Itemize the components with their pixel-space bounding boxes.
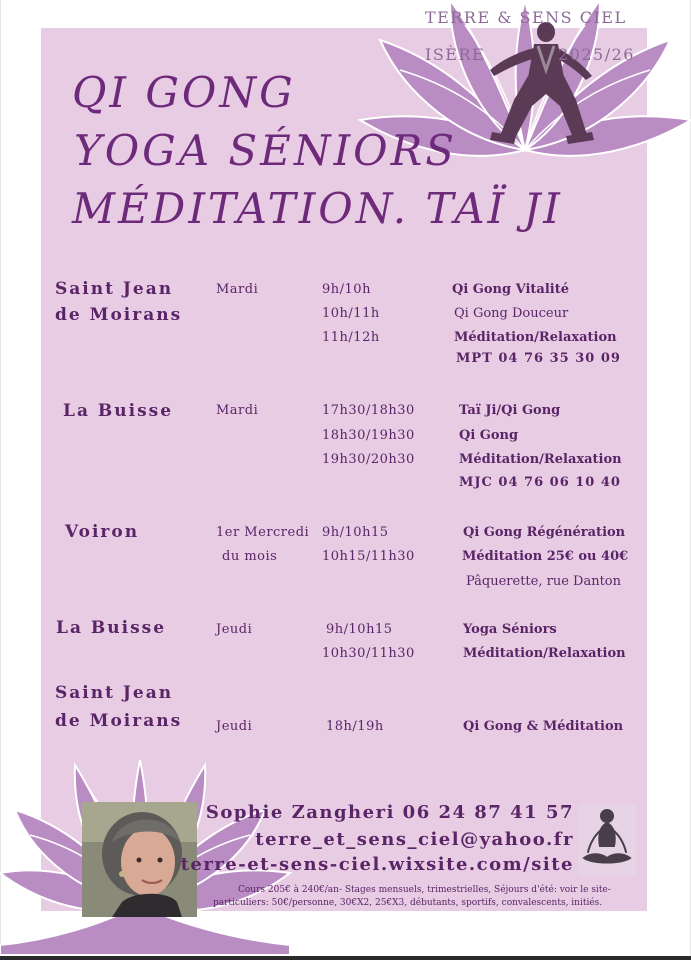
location-name: La Buisse [56,618,167,638]
activity-name: Qi Gong [459,428,519,443]
website-link[interactable]: terre-et-sens-ciel.wixsite.com/site [180,854,574,875]
instructor-name-phone: Sophie Zangheri 06 24 87 41 57 [205,802,574,823]
day-label: Jeudi [216,719,253,734]
meditation-figure-box [578,804,636,876]
activity-name: Qi Gong Vitalité [452,282,570,297]
venue-address: Pâquerette, rue Danton [466,574,621,589]
title-line-1: QI GONG [72,68,296,117]
time-slot: 18h30/19h30 [322,428,415,443]
page-bottom-border [0,956,691,960]
season-label: 2025/26 [558,45,635,64]
activity-name: Taï Ji/Qi Gong [459,403,561,418]
time-slot: 10h15/11h30 [322,549,415,564]
pricing-info: particuliers: 50€/personne, 30€X2, 25€X3, débutants, sportifs, convalescents, initiés. [213,898,603,908]
title-line-2: YOGA SÉNIORS [74,126,457,175]
brand-name: TERRE & SENS CIEL [425,8,627,27]
venue-contact: MPT 04 76 35 30 09 [456,351,621,366]
email-link[interactable]: terre_et_sens_ciel@yahoo.fr [255,829,574,850]
title-line-3: MÉDITATION. TAÏ JI [72,184,563,233]
location-name: Saint Jean [55,683,174,703]
activity-name: Méditation 25€ ou 40€ [462,549,629,564]
time-slot: 9h/10h15 [326,622,393,637]
time-slot: 10h/11h [322,306,380,321]
pricing-info: Cours 205€ à 240€/an- Stages mensuels, trimestrielles, Séjours d'été: voir le site- [238,885,611,895]
time-slot: 10h30/11h30 [322,646,415,661]
time-slot: 9h/10h15 [322,525,389,540]
location-name: Voiron [65,522,140,542]
activity-name: Méditation/Relaxation [454,330,617,345]
venue-contact: MJC 04 76 06 10 40 [459,475,621,490]
location-name: de Moirans [55,305,183,325]
region-label: ISÈRE [425,45,486,64]
time-slot: 19h30/20h30 [322,452,415,467]
time-slot: 11h/12h [322,330,380,345]
day-label: Jeudi [216,622,253,637]
activity-name: Méditation/Relaxation [463,646,626,661]
activity-name: Yoga Séniors [463,622,557,637]
meditation-figure-icon [578,804,636,876]
activity-name: Qi Gong Douceur [454,306,569,321]
time-slot: 18h/19h [326,719,384,734]
location-name: Saint Jean [55,279,174,299]
day-label: 1er Mercredi [216,525,310,540]
day-label: du mois [222,549,278,564]
day-label: Mardi [216,282,259,297]
activity-name: Qi Gong Régénération [463,525,626,540]
time-slot: 17h30/18h30 [322,403,415,418]
time-slot: 9h/10h [322,282,371,297]
day-label: Mardi [216,403,259,418]
location-name: de Moirans [55,711,183,731]
location-name: La Buisse [63,401,174,421]
activity-name: Méditation/Relaxation [459,452,622,467]
activity-name: Qi Gong & Méditation [463,719,624,734]
qigong-figure-icon [488,20,598,148]
